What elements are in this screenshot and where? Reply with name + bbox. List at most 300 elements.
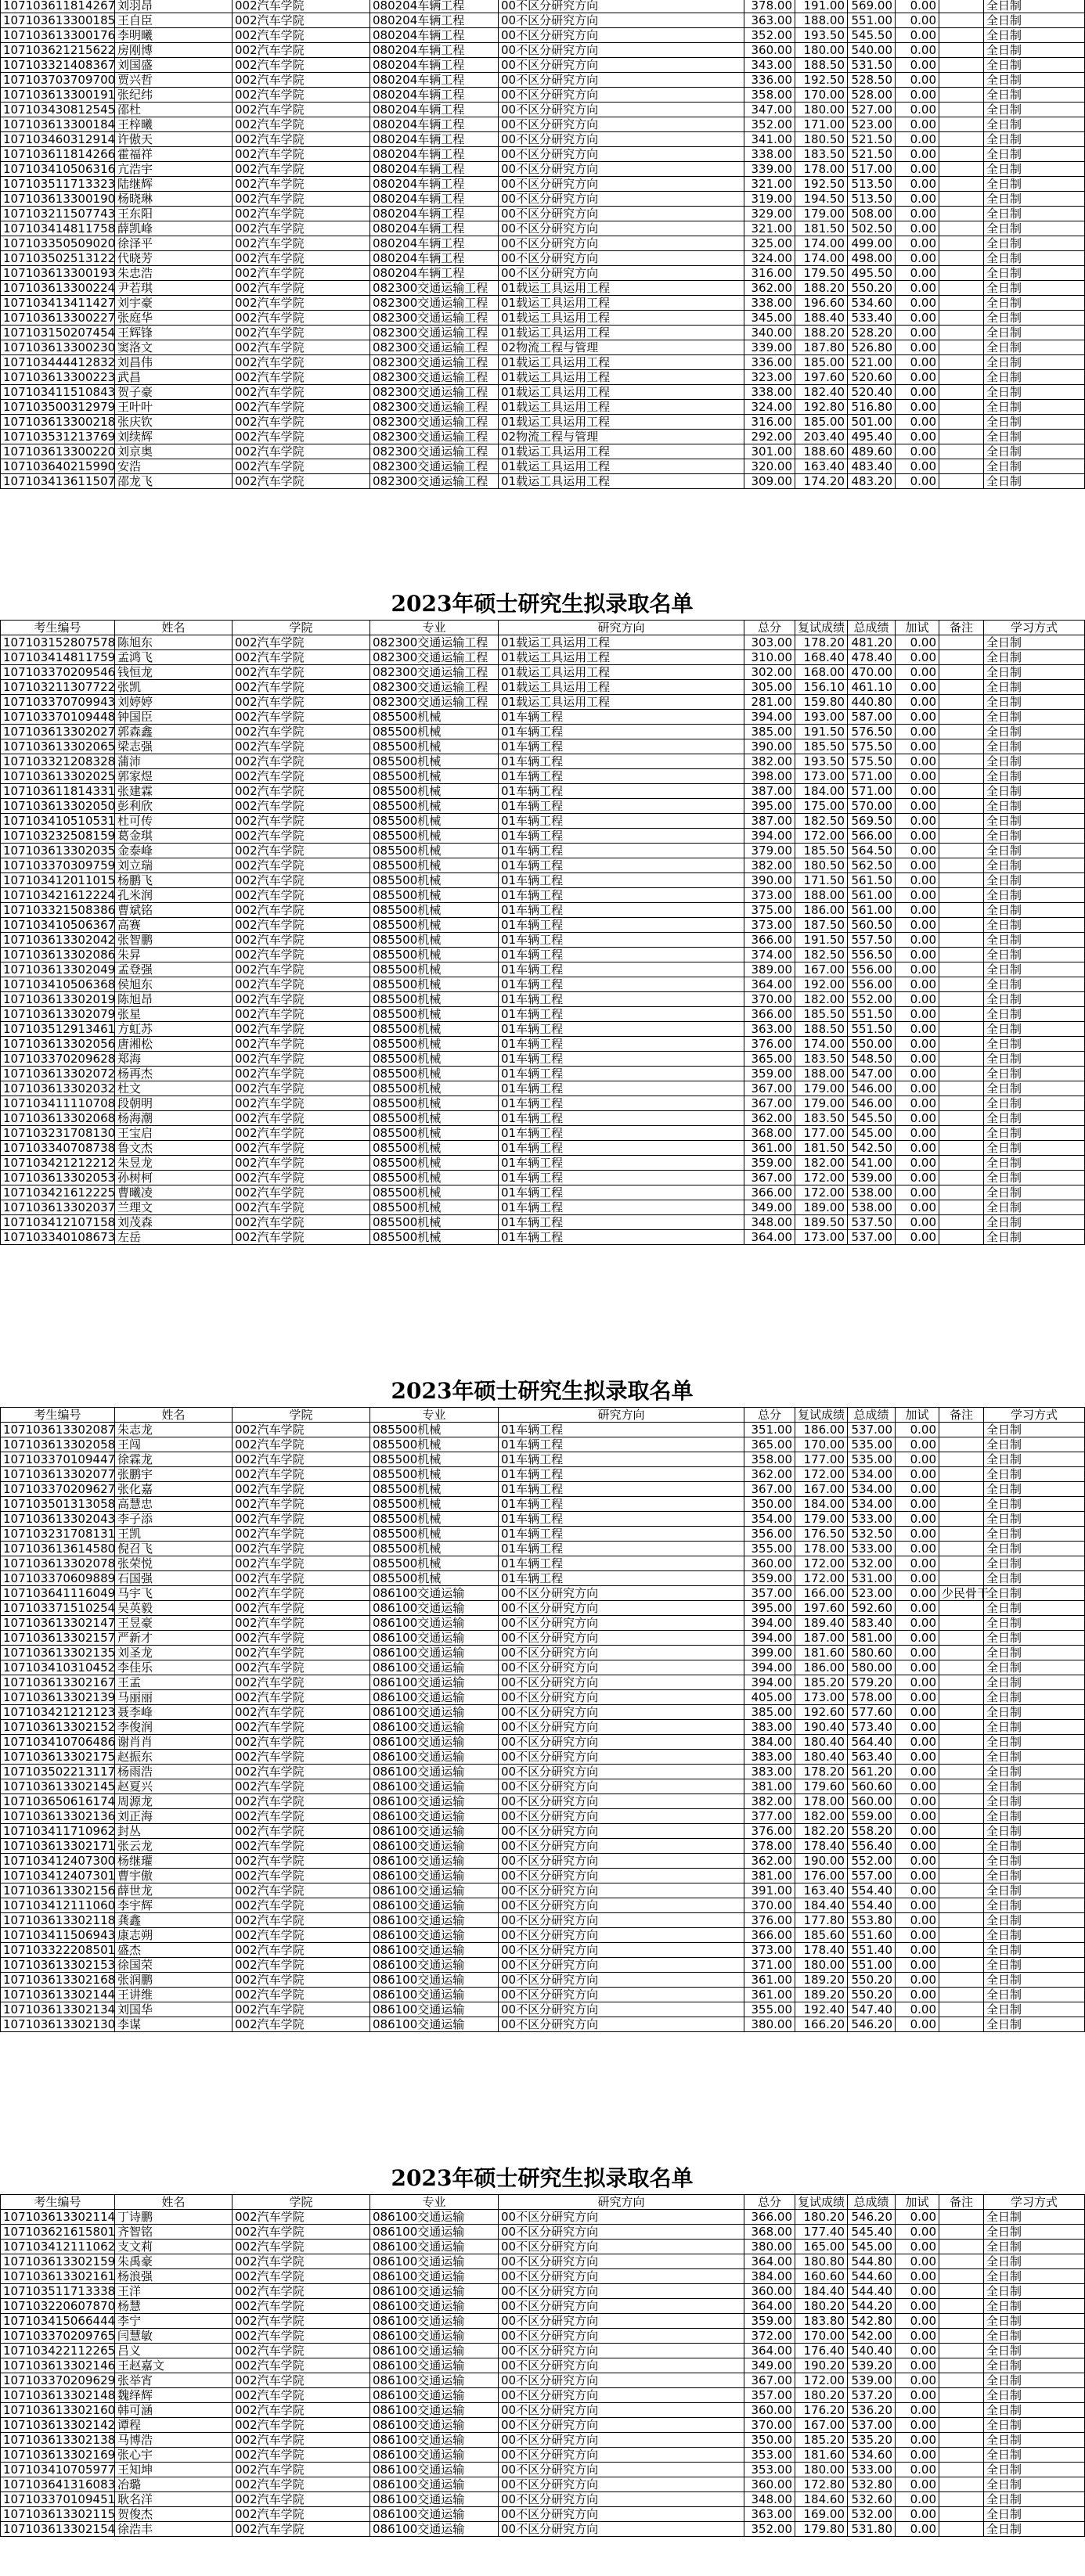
cell-candidate-id: 107103613302050 [1, 799, 115, 814]
cell-final-score: 557.00 [848, 1869, 896, 1883]
cell-extra-test: 0.00 [896, 192, 939, 207]
cell-research-direction: 00不区分研究方向 [499, 207, 744, 221]
cell-final-score: 559.00 [848, 1809, 896, 1824]
cell-retest-score: 180.50 [795, 858, 848, 873]
cell-research-direction: 00不区分研究方向 [499, 2269, 744, 2284]
cell-research-direction: 01载运工具运用工程 [499, 296, 744, 311]
cell-retest-score: 183.50 [795, 1111, 848, 1126]
table-body [1, 1423, 1085, 2032]
cell-total-score: 373.00 [744, 1943, 795, 1958]
cell-total-score: 359.00 [744, 1156, 795, 1171]
table-row [1, 415, 1085, 430]
cell-total-score: 339.00 [744, 340, 795, 355]
cell-school: 002汽车学院 [232, 266, 370, 281]
cell-extra-test: 0.00 [896, 1809, 939, 1824]
cell-remark [939, 311, 984, 326]
cell-name: 杜文 [115, 1081, 232, 1096]
cell-school: 002汽车学院 [232, 829, 370, 844]
cell-candidate-id: 107103613300176 [1, 28, 115, 43]
cell-study-mode: 全日制 [984, 1096, 1085, 1111]
cell-research-direction: 01车辆工程 [499, 933, 744, 948]
table-row [1, 829, 1085, 844]
cell-school: 002汽车学院 [232, 1735, 370, 1750]
cell-total-score: 359.00 [744, 1067, 795, 1081]
cell-major: 085500机械 [370, 739, 499, 754]
cell-retest-score: 187.00 [795, 1631, 848, 1646]
cell-final-score: 545.50 [848, 1111, 896, 1126]
cell-extra-test: 0.00 [896, 326, 939, 340]
cell-retest-score: 189.40 [795, 1616, 848, 1631]
cell-research-direction: 00不区分研究方向 [499, 2344, 744, 2358]
cell-school: 002汽车学院 [232, 725, 370, 739]
cell-school: 002汽车学院 [232, 1007, 370, 1022]
cell-extra-test: 0.00 [896, 1423, 939, 1437]
cell-remark [939, 162, 984, 177]
cell-study-mode: 全日制 [984, 58, 1085, 73]
table-row [1, 918, 1085, 933]
cell-school: 002汽车学院 [232, 799, 370, 814]
table-row [1, 1185, 1085, 1200]
cell-major: 082300交通运输工程 [370, 415, 499, 430]
cell-extra-test: 0.00 [896, 1646, 939, 1660]
cell-total-score: 381.00 [744, 1779, 795, 1794]
table-body [1, 635, 1085, 1245]
cell-extra-test: 0.00 [896, 385, 939, 400]
header-final-score: 总成绩 [848, 621, 896, 635]
cell-major: 082300交通运输工程 [370, 281, 499, 296]
cell-retest-score: 190.40 [795, 1720, 848, 1735]
cell-name: 刘昌伟 [115, 355, 232, 370]
cell-extra-test: 0.00 [896, 1437, 939, 1452]
cell-study-mode: 全日制 [984, 2225, 1085, 2240]
cell-name: 朱忠浩 [115, 266, 232, 281]
cell-major: 085500机械 [370, 977, 499, 992]
cell-school: 002汽车学院 [232, 1497, 370, 1512]
header-candidate-id: 考生编号 [1, 1408, 115, 1423]
cell-extra-test: 0.00 [896, 1675, 939, 1690]
cell-extra-test: 0.00 [896, 1631, 939, 1646]
header-extra-test: 加试 [896, 1408, 939, 1423]
cell-school: 002汽车学院 [232, 0, 370, 13]
cell-name: 杨再杰 [115, 1067, 232, 1081]
cell-research-direction: 01车辆工程 [499, 1171, 744, 1185]
cell-retest-score: 189.50 [795, 1215, 848, 1230]
cell-school: 002汽车学院 [232, 1690, 370, 1705]
cell-research-direction: 01车辆工程 [499, 1215, 744, 1230]
cell-remark [939, 430, 984, 444]
cell-major: 085500机械 [370, 1200, 499, 1215]
cell-final-score: 550.20 [848, 1973, 896, 1988]
cell-school: 002汽车学院 [232, 739, 370, 754]
cell-final-score: 550.20 [848, 281, 896, 296]
cell-school: 002汽车学院 [232, 2240, 370, 2254]
cell-retest-score: 185.50 [795, 1007, 848, 1022]
cell-research-direction: 01载运工具运用工程 [499, 415, 744, 430]
cell-school: 002汽车学院 [232, 385, 370, 400]
cell-candidate-id: 107103613302058 [1, 1437, 115, 1452]
cell-study-mode: 全日制 [984, 977, 1085, 992]
cell-research-direction: 00不区分研究方向 [499, 2254, 744, 2269]
cell-retest-score: 169.00 [795, 2507, 848, 2522]
cell-name: 赵夏兴 [115, 1779, 232, 1794]
table-row [1, 177, 1085, 192]
cell-study-mode: 全日制 [984, 1171, 1085, 1185]
cell-final-score: 540.40 [848, 2344, 896, 2358]
cell-extra-test: 0.00 [896, 2240, 939, 2254]
cell-remark [939, 207, 984, 221]
cell-total-score: 368.00 [744, 2225, 795, 2240]
cell-candidate-id: 107103613302144 [1, 1988, 115, 2002]
cell-study-mode: 全日制 [984, 2507, 1085, 2522]
cell-research-direction: 01车辆工程 [499, 1081, 744, 1096]
cell-retest-score: 165.00 [795, 2240, 848, 2254]
cell-school: 002汽车学院 [232, 73, 370, 88]
cell-final-score: 550.20 [848, 1988, 896, 2002]
cell-remark [939, 1601, 984, 1616]
cell-remark [939, 1423, 984, 1437]
cell-extra-test: 0.00 [896, 2463, 939, 2477]
cell-total-score: 384.00 [744, 1735, 795, 1750]
table-row [1, 58, 1085, 73]
cell-major: 086100交通运输 [370, 2314, 499, 2329]
cell-study-mode: 全日制 [984, 1156, 1085, 1171]
cell-extra-test: 0.00 [896, 103, 939, 117]
cell-extra-test: 0.00 [896, 474, 939, 489]
cell-name: 杨雨浩 [115, 1765, 232, 1779]
table-row [1, 1437, 1085, 1452]
cell-research-direction: 00不区分研究方向 [499, 1705, 744, 1720]
cell-remark [939, 1542, 984, 1556]
cell-extra-test: 0.00 [896, 266, 939, 281]
cell-retest-score: 173.00 [795, 1690, 848, 1705]
cell-research-direction: 00不区分研究方向 [499, 2433, 744, 2448]
cell-major: 085500机械 [370, 1111, 499, 1126]
cell-candidate-id: 107103152807578 [1, 635, 115, 650]
cell-final-score: 528.20 [848, 326, 896, 340]
table-row [1, 844, 1085, 858]
cell-retest-score: 188.20 [795, 281, 848, 296]
cell-study-mode: 全日制 [984, 933, 1085, 948]
cell-school: 002汽车学院 [232, 340, 370, 355]
cell-remark [939, 710, 984, 725]
cell-candidate-id: 107103621615801 [1, 2225, 115, 2240]
admission-table-1 [0, 0, 1085, 489]
cell-total-score: 364.00 [744, 1230, 795, 1245]
admission-table-3 [0, 1407, 1085, 2032]
cell-total-score: 338.00 [744, 385, 795, 400]
cell-candidate-id: 107103613302079 [1, 1007, 115, 1022]
cell-remark [939, 2403, 984, 2418]
cell-total-score: 381.00 [744, 1869, 795, 1883]
cell-remark [939, 58, 984, 73]
header-retest-score: 复试成绩 [795, 1408, 848, 1423]
table-row [1, 266, 1085, 281]
cell-school: 002汽车学院 [232, 1869, 370, 1883]
cell-name: 侯旭东 [115, 977, 232, 992]
cell-extra-test: 0.00 [896, 1928, 939, 1943]
header-major: 专业 [370, 621, 499, 635]
cell-major: 080204车辆工程 [370, 73, 499, 88]
cell-final-score: 544.20 [848, 2299, 896, 2314]
cell-study-mode: 全日制 [984, 2448, 1085, 2463]
cell-final-score: 533.00 [848, 1542, 896, 1556]
cell-remark [939, 739, 984, 754]
cell-extra-test: 0.00 [896, 251, 939, 266]
cell-major: 085500机械 [370, 1037, 499, 1052]
cell-study-mode: 全日制 [984, 236, 1085, 251]
cell-name: 张智鹏 [115, 933, 232, 948]
cell-total-score: 338.00 [744, 147, 795, 162]
cell-major: 082300交通运输工程 [370, 444, 499, 459]
cell-candidate-id: 107103412111062 [1, 2240, 115, 2254]
cell-extra-test: 0.00 [896, 1467, 939, 1482]
cell-final-score: 495.40 [848, 430, 896, 444]
cell-name: 马丽丽 [115, 1690, 232, 1705]
cell-major: 082300交通运输工程 [370, 385, 499, 400]
cell-remark [939, 2299, 984, 2314]
cell-extra-test: 0.00 [896, 2210, 939, 2225]
cell-major: 080204车辆工程 [370, 58, 499, 73]
cell-candidate-id: 107103613302087 [1, 1423, 115, 1437]
cell-remark: 少民骨干 [939, 1586, 984, 1601]
table-row [1, 251, 1085, 266]
cell-total-score: 364.00 [744, 2299, 795, 2314]
table-row [1, 207, 1085, 221]
table-row [1, 2507, 1085, 2522]
cell-school: 002汽车学院 [232, 2433, 370, 2448]
cell-extra-test: 0.00 [896, 1081, 939, 1096]
cell-remark [939, 1037, 984, 1052]
cell-research-direction: 00不区分研究方向 [499, 2299, 744, 2314]
header-total-score: 总分 [744, 1408, 795, 1423]
cell-retest-score: 176.40 [795, 2344, 848, 2358]
cell-candidate-id: 107103502213117 [1, 1765, 115, 1779]
cell-total-score: 379.00 [744, 844, 795, 858]
cell-candidate-id: 107103613302167 [1, 1675, 115, 1690]
cell-candidate-id: 107103613302032 [1, 1081, 115, 1096]
cell-final-score: 558.20 [848, 1824, 896, 1839]
table-row [1, 1735, 1085, 1750]
cell-school: 002汽车学院 [232, 1913, 370, 1928]
cell-name: 钟国臣 [115, 710, 232, 725]
cell-extra-test: 0.00 [896, 1750, 939, 1765]
cell-extra-test: 0.00 [896, 829, 939, 844]
table-row [1, 1230, 1085, 1245]
cell-name: 孔米润 [115, 888, 232, 903]
cell-candidate-id: 107103370209628 [1, 1052, 115, 1067]
cell-study-mode: 全日制 [984, 207, 1085, 221]
cell-study-mode: 全日制 [984, 2403, 1085, 2418]
table-row [1, 888, 1085, 903]
table-page-3 [0, 1376, 1084, 2032]
cell-retest-score: 172.00 [795, 1171, 848, 1185]
cell-remark [939, 1809, 984, 1824]
cell-remark [939, 2358, 984, 2373]
table-row [1, 1824, 1085, 1839]
cell-remark [939, 888, 984, 903]
cell-retest-score: 177.40 [795, 2225, 848, 2240]
cell-candidate-id: 107103613302130 [1, 2017, 115, 2032]
cell-research-direction: 00不区分研究方向 [499, 2463, 744, 2477]
cell-extra-test: 0.00 [896, 650, 939, 665]
cell-research-direction: 01载运工具运用工程 [499, 370, 744, 385]
cell-candidate-id: 107103410510531 [1, 814, 115, 829]
cell-major: 085500机械 [370, 903, 499, 918]
cell-retest-score: 192.60 [795, 1705, 848, 1720]
cell-research-direction: 01车辆工程 [499, 1437, 744, 1452]
cell-name: 徐国荣 [115, 1958, 232, 1973]
cell-candidate-id: 107103613302152 [1, 1720, 115, 1735]
cell-total-score: 347.00 [744, 103, 795, 117]
cell-remark [939, 1675, 984, 1690]
cell-final-score: 523.00 [848, 117, 896, 132]
cell-candidate-id: 107103613302157 [1, 1631, 115, 1646]
cell-retest-score: 187.50 [795, 918, 848, 933]
cell-candidate-id: 107103613302037 [1, 1200, 115, 1215]
cell-remark [939, 665, 984, 680]
cell-research-direction: 00不区分研究方向 [499, 1586, 744, 1601]
cell-name: 刘续辉 [115, 430, 232, 444]
cell-research-direction: 00不区分研究方向 [499, 1660, 744, 1675]
cell-name: 王知坤 [115, 2463, 232, 2477]
cell-major: 086100交通运输 [370, 1675, 499, 1690]
cell-total-score: 370.00 [744, 992, 795, 1007]
cell-total-score: 405.00 [744, 1690, 795, 1705]
cell-remark [939, 117, 984, 132]
cell-major: 085500机械 [370, 1185, 499, 1200]
table-row [1, 1779, 1085, 1794]
cell-candidate-id: 107103370109447 [1, 1452, 115, 1467]
cell-extra-test: 0.00 [896, 1883, 939, 1898]
cell-remark [939, 2344, 984, 2358]
cell-school: 002汽车学院 [232, 992, 370, 1007]
cell-name: 刘国华 [115, 2002, 232, 2017]
cell-study-mode: 全日制 [984, 1022, 1085, 1037]
cell-school: 002汽车学院 [232, 1081, 370, 1096]
cell-school: 002汽车学院 [232, 2329, 370, 2344]
cell-retest-score: 172.00 [795, 1185, 848, 1200]
table-row [1, 814, 1085, 829]
cell-retest-score: 180.00 [795, 1958, 848, 1973]
cell-school: 002汽车学院 [232, 1750, 370, 1765]
cell-remark [939, 236, 984, 251]
cell-retest-score: 185.20 [795, 1675, 848, 1690]
cell-final-score: 483.20 [848, 474, 896, 489]
cell-retest-score: 180.40 [795, 1750, 848, 1765]
cell-name: 张凯 [115, 680, 232, 695]
cell-research-direction: 00不区分研究方向 [499, 1854, 744, 1869]
cell-remark [939, 2388, 984, 2403]
table-row [1, 1156, 1085, 1171]
cell-extra-test: 0.00 [896, 459, 939, 474]
cell-name: 杨海潮 [115, 1111, 232, 1126]
cell-remark [939, 1973, 984, 1988]
cell-major: 085500机械 [370, 1141, 499, 1156]
cell-total-score: 357.00 [744, 2388, 795, 2403]
table-row [1, 1794, 1085, 1809]
cell-total-score: 348.00 [744, 2492, 795, 2507]
cell-final-score: 502.50 [848, 221, 896, 236]
cell-final-score: 561.50 [848, 873, 896, 888]
cell-final-score: 470.00 [848, 665, 896, 680]
cell-remark [939, 1839, 984, 1854]
cell-school: 002汽车学院 [232, 1794, 370, 1809]
cell-name: 张化嘉 [115, 1482, 232, 1497]
table-row [1, 2433, 1085, 2448]
cell-candidate-id: 107103501313058 [1, 1497, 115, 1512]
cell-study-mode: 全日制 [984, 814, 1085, 829]
cell-name: 王赵嘉文 [115, 2358, 232, 2373]
cell-study-mode: 全日制 [984, 2240, 1085, 2254]
cell-major: 085500机械 [370, 844, 499, 858]
table-row [1, 1542, 1085, 1556]
cell-name: 朱昇 [115, 948, 232, 962]
cell-final-score: 564.40 [848, 1735, 896, 1750]
cell-extra-test: 0.00 [896, 1690, 939, 1705]
table-row [1, 0, 1085, 13]
cell-total-score: 367.00 [744, 1171, 795, 1185]
cell-total-score: 367.00 [744, 1482, 795, 1497]
cell-candidate-id: 107103613302115 [1, 2507, 115, 2522]
table-row [1, 903, 1085, 918]
cell-school: 002汽车学院 [232, 2388, 370, 2403]
cell-total-score: 373.00 [744, 888, 795, 903]
cell-major: 082300交通运输工程 [370, 474, 499, 489]
table-row [1, 680, 1085, 695]
cell-retest-score: 174.00 [795, 1037, 848, 1052]
cell-final-score: 528.00 [848, 88, 896, 103]
cell-total-score: 292.00 [744, 430, 795, 444]
cell-major: 086100交通运输 [370, 1720, 499, 1735]
table-row [1, 2002, 1085, 2017]
cell-total-score: 363.00 [744, 1022, 795, 1037]
cell-remark [939, 799, 984, 814]
cell-study-mode: 全日制 [984, 266, 1085, 281]
cell-total-score: 303.00 [744, 635, 795, 650]
cell-name: 钱恒龙 [115, 665, 232, 680]
cell-research-direction: 02物流工程与管理 [499, 340, 744, 355]
cell-extra-test: 0.00 [896, 58, 939, 73]
table-row [1, 1556, 1085, 1571]
cell-extra-test: 0.00 [896, 903, 939, 918]
page-title: 2023年硕士研究生拟录取名单 [391, 591, 694, 617]
header-major: 专业 [370, 1408, 499, 1423]
cell-name: 谢肖肖 [115, 1735, 232, 1750]
header-study-mode: 学习方式 [984, 2195, 1085, 2210]
cell-school: 002汽车学院 [232, 370, 370, 385]
cell-name: 窦洛文 [115, 340, 232, 355]
cell-name: 王闯 [115, 1437, 232, 1452]
cell-extra-test: 0.00 [896, 400, 939, 415]
cell-study-mode: 全日制 [984, 1779, 1085, 1794]
cell-final-score: 534.60 [848, 296, 896, 311]
cell-school: 002汽车学院 [232, 1156, 370, 1171]
cell-extra-test: 0.00 [896, 1720, 939, 1735]
cell-remark [939, 844, 984, 858]
cell-total-score: 281.00 [744, 695, 795, 710]
table-row [1, 1497, 1085, 1512]
cell-study-mode: 全日制 [984, 1542, 1085, 1556]
cell-remark [939, 326, 984, 340]
cell-research-direction: 00不区分研究方向 [499, 1883, 744, 1898]
cell-study-mode: 全日制 [984, 2314, 1085, 2329]
cell-school: 002汽车学院 [232, 1839, 370, 1854]
cell-retest-score: 167.00 [795, 1482, 848, 1497]
cell-research-direction: 00不区分研究方向 [499, 2240, 744, 2254]
cell-total-score: 372.00 [744, 2329, 795, 2344]
cell-name: 王叶叶 [115, 400, 232, 415]
cell-retest-score: 178.20 [795, 1765, 848, 1779]
